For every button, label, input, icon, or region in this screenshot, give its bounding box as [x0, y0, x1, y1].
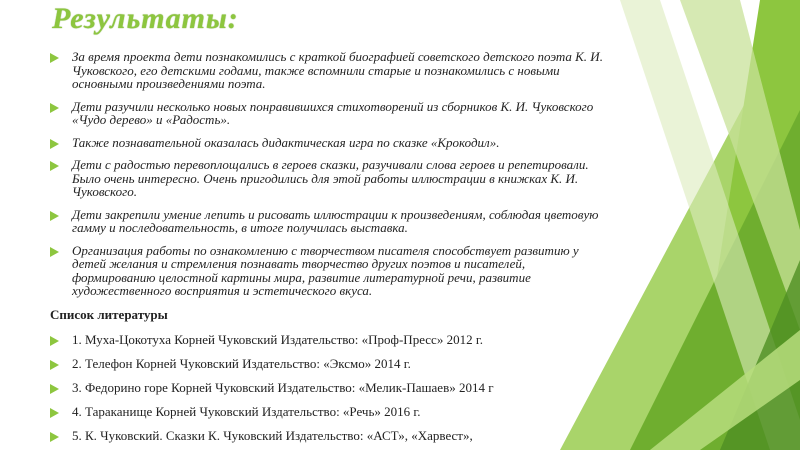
- result-text: Дети закрепили умение лепить и рисовать иллюстрации к произведениям, соблюдая цветовую гамму и последовательность, в итоге получилась выставка.: [72, 206, 599, 235]
- bullet-arrow-icon: [50, 103, 59, 113]
- literature-text: 3. Федорино горе Корней Чуковский Издательство: «Мелик-Пашаев» 2014 г: [72, 379, 494, 395]
- result-text: Дети с радостью перевоплощались в героев сказки, разучивали слова героев и репетировали. Было очень интересно. Очень пригодились для этой работы иллюстрации в книжках К. И. Чуковского.: [72, 157, 589, 199]
- bullet-arrow-icon: [50, 247, 59, 257]
- literature-text: 1. Муха-Цокотуха Корней Чуковский Издательство: «Проф-Пресс» 2012 г.: [72, 331, 483, 347]
- slide-title: Результаты:: [52, 2, 239, 35]
- bullet-arrow-icon: [50, 336, 59, 346]
- bullet-arrow-icon: [50, 360, 59, 370]
- literature-heading: Список литературы: [50, 306, 168, 322]
- bullet-arrow-icon: [50, 139, 59, 149]
- literature-text: 5. К. Чуковский. Сказки К. Чуковский Издательство: «АСТ», «Харвест»,: [72, 427, 473, 443]
- result-text: За время проекта дети познакомились с краткой биографией советского детского поэта К. И. Чуковского, его детскими годами, также вспомнили старые и познакомились с новыми основными произведениями поэта.: [72, 49, 603, 91]
- bullet-arrow-icon: [50, 53, 59, 63]
- literature-item: [50, 405, 610, 419]
- result-text: Также познавательной оказалась дидактическая игра по сказке «Крокодил».: [72, 134, 500, 150]
- literature-item: [50, 333, 610, 347]
- literature-text: 2. Телефон Корней Чуковский Издательство: «Эксмо» 2014 г.: [72, 355, 411, 371]
- result-item: [50, 50, 610, 91]
- bullet-arrow-icon: [50, 432, 59, 442]
- literature-item: [50, 381, 610, 395]
- result-item: [50, 158, 610, 199]
- result-text: Дети разучили несколько новых понравившихся стихотворений из сборников К. И. Чуковского «Чудо дерево» и «Радость».: [72, 98, 594, 127]
- result-text: Организация работы по ознакомлению с творчеством писателя способствует развитию у детей желания и стремления познавать творчество других поэтов и писателей, формированию целостной картины мира, развитие литературной речи, развитие художественного восприятия и эстетического вкуса.: [72, 242, 579, 298]
- bullet-arrow-icon: [50, 384, 59, 394]
- literature-text: 4. Тараканище Корней Чуковский Издательство: «Речь» 2016 г.: [72, 403, 421, 419]
- bullet-arrow-icon: [50, 211, 59, 221]
- bullet-arrow-icon: [50, 161, 59, 171]
- result-item: [50, 244, 610, 298]
- result-item: [50, 100, 610, 127]
- literature-item: [50, 429, 610, 443]
- content: [50, 50, 610, 450]
- result-item: [50, 208, 610, 235]
- result-item: [50, 136, 610, 150]
- literature-item: [50, 357, 610, 371]
- bullet-arrow-icon: [50, 408, 59, 418]
